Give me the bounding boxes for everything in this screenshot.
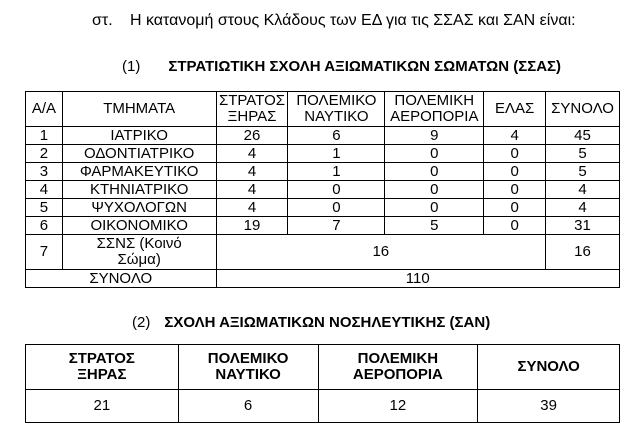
cell-army: 26 [216, 127, 288, 145]
cell-aa: 2 [26, 145, 63, 163]
header-army-l2: ΞΗΡΑΣ [227, 108, 277, 125]
header-navy-l2: ΝΑΥΤΙΚΟ [304, 108, 369, 125]
cell-navy: 6 [288, 127, 385, 145]
table-row [26, 390, 620, 423]
cell-police: 0 [484, 217, 546, 235]
cell-navy: 0 [288, 181, 385, 199]
header-army-l1: ΣΤΡΑΤΟΣ [68, 350, 135, 367]
cell-army: 4 [216, 181, 288, 199]
cell-dept: ΦΑΡΜΑΚΕΥΤΙΚΟ [62, 163, 216, 181]
cell-total: 5 [546, 145, 620, 163]
cell-total: 4 [546, 181, 620, 199]
grand-total-row [26, 270, 620, 288]
header-army-l2: ΞΗΡΑΣ [77, 366, 127, 383]
header-army [26, 345, 179, 390]
cell-dept: ΨΥΧΟΛΟΓΩΝ [62, 199, 216, 217]
table-row [26, 163, 620, 181]
header-air-l2: ΑΕΡΟΠΟΡΙΑ [352, 366, 443, 383]
cell-aa: 3 [26, 163, 63, 181]
cell-air: 0 [385, 163, 484, 181]
header-navy-l1: ΠΟΛΕΜΙΚΟ [207, 350, 289, 367]
cell-dept [62, 235, 216, 270]
san-table [25, 344, 620, 423]
cell-police: 0 [484, 199, 546, 217]
intro-marker: στ. [92, 12, 113, 29]
cell-dept: ΙΑΤΡΙΚΟ [62, 127, 216, 145]
cell-army: 4 [216, 145, 288, 163]
cell-air: 0 [385, 199, 484, 217]
intro-line [92, 12, 576, 30]
table-row [26, 127, 620, 145]
grand-total-value: 110 [216, 270, 619, 288]
section2-number: (2) [132, 314, 151, 331]
section1-title: ΣΤΡΑΤΙΩΤΙΚΗ ΣΧΟΛΗ ΑΞΙΩΜΑΤΙΚΩΝ ΣΩΜΑΤΩΝ (ΣΣΑΣ) [168, 58, 562, 75]
header-total: ΣΥΝΟΛΟ [546, 92, 620, 127]
intro-text: Η κατανομή στους Κλάδους των ΕΔ για τις ΣΣΑΣ και ΣΑΝ είναι: [130, 12, 576, 29]
header-air-l1: ΠΟΛΕΜΙΚΗ [394, 92, 475, 109]
header-total: ΣΥΝΟΛΟ [478, 345, 620, 390]
cell-aa: 5 [26, 199, 63, 217]
cell-dept-l2: Σώμα) [117, 251, 161, 268]
header-navy-l1: ΠΟΛΕΜΙΚΟ [296, 92, 377, 109]
cell-aa: 1 [26, 127, 63, 145]
header-police: ΕΛΑΣ [484, 92, 546, 127]
cell-total: 45 [546, 127, 620, 145]
table-row [26, 235, 620, 270]
header-army-l1: ΣΤΡΑΤΟΣ [218, 92, 286, 109]
cell-dept: ΟΔΟΝΤΙΑΤΡΙΚΟ [62, 145, 216, 163]
section2-title: ΣΧΟΛΗ ΑΞΙΩΜΑΤΙΚΩΝ ΝΟΣΗΛΕΥΤΙΚΗΣ (ΣΑΝ) [164, 314, 491, 331]
cell-navy: 1 [288, 145, 385, 163]
cell-police: 4 [484, 127, 546, 145]
table-header-row [26, 345, 620, 390]
cell-dept-l1: ΣΣΝΣ (Κοινό [96, 235, 182, 252]
header-navy [178, 345, 318, 390]
cell-navy: 6 [178, 390, 318, 423]
cell-army: 19 [216, 217, 288, 235]
header-navy [288, 92, 385, 127]
cell-total: 4 [546, 199, 620, 217]
header-aa: Α/Α [26, 92, 63, 127]
header-air [318, 345, 478, 390]
cell-dept: ΟΙΚΟΝΟΜΙΚΟ [62, 217, 216, 235]
cell-navy: 0 [288, 199, 385, 217]
cell-air: 0 [385, 181, 484, 199]
cell-police: 0 [484, 145, 546, 163]
cell-army: 4 [216, 163, 288, 181]
cell-aa: 7 [26, 235, 63, 270]
header-dept: ΤΜΗΜΑΤΑ [62, 92, 216, 127]
section1-number: (1) [122, 58, 141, 75]
cell-merged-branches: 16 [216, 235, 546, 270]
table-row [26, 199, 620, 217]
cell-air: 0 [385, 145, 484, 163]
header-air [385, 92, 484, 127]
cell-army: 4 [216, 199, 288, 217]
cell-total: 5 [546, 163, 620, 181]
cell-navy: 1 [288, 163, 385, 181]
cell-total: 31 [546, 217, 620, 235]
section2-heading [132, 314, 490, 331]
cell-air: 12 [318, 390, 478, 423]
header-air-l2: ΑΕΡΟΠΟΡΙΑ [390, 108, 479, 125]
header-air-l1: ΠΟΛΕΜΙΚΗ [357, 350, 439, 367]
section1-heading [122, 58, 561, 75]
cell-aa: 4 [26, 181, 63, 199]
cell-air: 9 [385, 127, 484, 145]
cell-police: 0 [484, 181, 546, 199]
table-row [26, 217, 620, 235]
table-row [26, 181, 620, 199]
cell-total: 39 [478, 390, 620, 423]
table-header-row [26, 92, 620, 127]
cell-navy: 7 [288, 217, 385, 235]
table-row [26, 145, 620, 163]
cell-air: 5 [385, 217, 484, 235]
cell-aa: 6 [26, 217, 63, 235]
cell-dept: ΚΤΗΝΙΑΤΡΙΚΟ [62, 181, 216, 199]
ssas-table [25, 91, 620, 288]
cell-police: 0 [484, 163, 546, 181]
header-navy-l2: ΝΑΥΤΙΚΟ [215, 366, 281, 383]
cell-army: 21 [26, 390, 179, 423]
cell-total: 16 [546, 235, 620, 270]
grand-total-label: ΣΥΝΟΛΟ [26, 270, 217, 288]
header-army [216, 92, 288, 127]
